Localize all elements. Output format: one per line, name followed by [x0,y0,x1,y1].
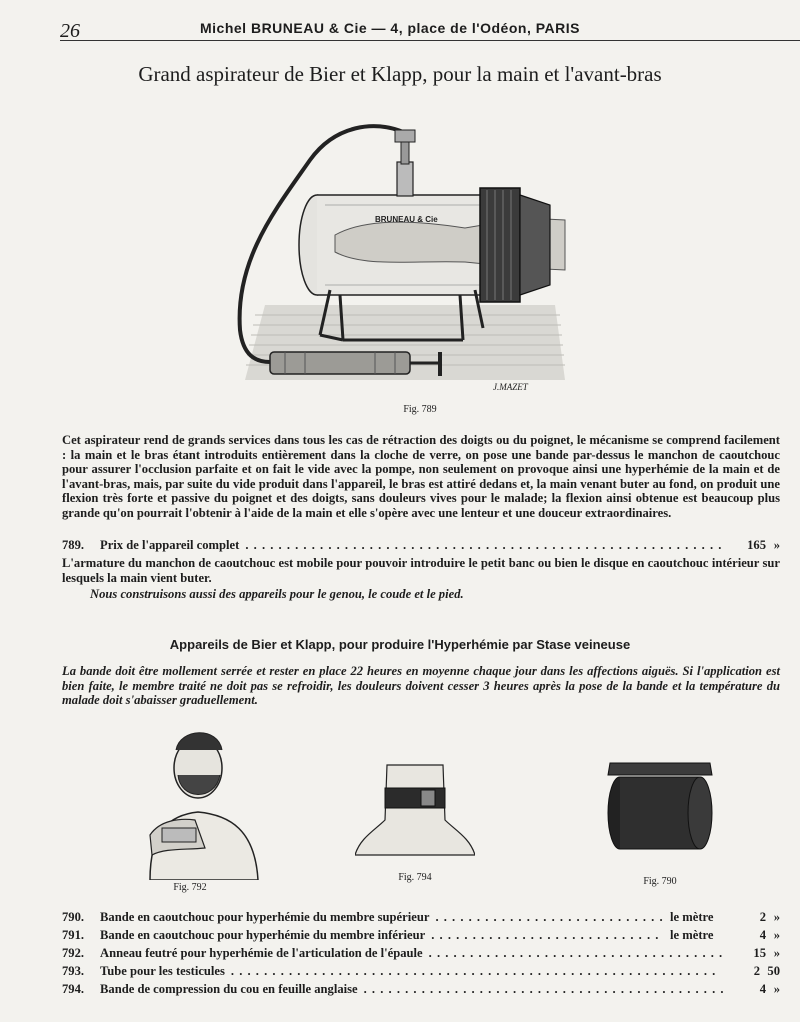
item-price-suffix: 50 [767,964,780,978]
item-price-suffix: » [773,946,780,960]
item-price-suffix: » [773,910,780,924]
item-unit: le mètre [670,910,714,924]
item-description: Tube pour les testicules [100,964,225,978]
aspirator-illustration [225,100,575,400]
leader-dots [435,910,664,925]
price-row-790 [62,910,780,926]
item-number: 789. [62,538,85,552]
page-number: 26 [60,20,80,42]
item-number: 791. [62,928,85,942]
item-price-suffix: » [773,928,780,942]
item-price-suffix: » [773,982,780,996]
section-intro: La bande doit être mollement serrée et rester en place 22 heures en moyenne chaque jour dans les affections aiguës. Si l'application est bien faite, le membre traité ne doit pas se refroidir, les douleurs doivent cesser 3 heures après la pose de la bande et la température du malade doit s'abaisser graduellement. [62,664,780,708]
item-price: 165 [747,538,766,552]
figure-794-caption: Fig. 794 [398,872,432,883]
neck-band-illustration [355,760,475,870]
description-paragraph: Cet aspirateur rend de grands services dans tous les cas de rétraction des doigts ou du poignet, le mécanisme se comprend facilement : la main et le bras étant introduits entièrement dans la cloche de verre, on pose une bande par-dessus le manchon de caoutchouc pour assurer l'occlusion parfaite et on fait le vide avec la pompe, non seulement on provoque ainsi une hyperhémie de la main et de l'avant-bras, mais, par suite du vide produit dans l'appareil, le bras est attiré dedans et, la main venant buter au fond, on produit une flexion très forte et passive du poignet et des doigts, sans douleurs vives pour le malade; la flexion ainsi obtenue est beaucoup plus grande qu'on pourrait l'obtenir à l'aide de la main et elle s'opère avec une lenteur et une douceur extraordinaires. [62,433,780,520]
rubber-band-roll-illustration [600,755,720,855]
item-number: 793. [62,964,85,978]
item-description: Anneau feutré pour hyperhémie de l'articulation de l'épaule [100,946,423,960]
item-price-suffix: » [773,538,780,552]
leader-dots [431,928,664,943]
price-row-794 [62,982,780,998]
item-price: 15 [753,946,766,960]
item-description: Bande de compression du cou en feuille anglaise [100,982,358,996]
price-row-789 [62,538,780,554]
leader-dots [245,538,726,553]
price-row-793 [62,964,780,980]
item-price: 4 [759,928,766,942]
leader-dots [231,964,720,979]
cuff-note-paragraph: L'armature du manchon de caoutchouc est mobile pour pouvoir introduire le petit banc ou bien le disque en caoutchouc intérieur sur lesquels la main vient buter. [62,556,780,585]
other-devices-note: Nous construisons aussi des appareils pour le genou, le coude et le pied. [90,587,464,601]
price-row-791 [62,928,780,944]
price-row-792 [62,946,780,962]
section-title: Appareils de Bier et Klapp, pour produire l'Hyperhémie par Stase veineuse [169,637,631,652]
item-number: 792. [62,946,85,960]
item-unit: le mètre [670,928,714,942]
main-title: Grand aspirateur de Bier et Klapp, pour la main et l'avant-bras [138,62,662,86]
figure-789-caption: Fig. 789 [403,404,437,415]
item-description: Bande en caoutchouc pour hyperhémie du membre supérieur [100,910,430,924]
item-price: 2 [759,910,766,924]
figure-792-caption: Fig. 792 [173,882,207,893]
figure-790-caption: Fig. 790 [643,876,677,887]
item-number: 794. [62,982,85,996]
item-description: Bande en caoutchouc pour hyperhémie du membre inférieur [100,928,426,942]
engraving-text: BRUNEAU & Cie [375,215,438,224]
leader-dots [429,946,726,961]
item-price: 2 [753,964,760,978]
leader-dots [364,982,726,997]
engraver-signature: J.MAZET [493,382,528,392]
shoulder-band-illustration [140,720,270,880]
page-header [60,12,800,41]
item-number: 790. [62,910,85,924]
item-price: 4 [759,982,766,996]
item-description: Prix de l'appareil complet [100,538,240,552]
header-title: Michel BRUNEAU & Cie — 4, place de l'Odéon, PARIS [200,20,580,36]
